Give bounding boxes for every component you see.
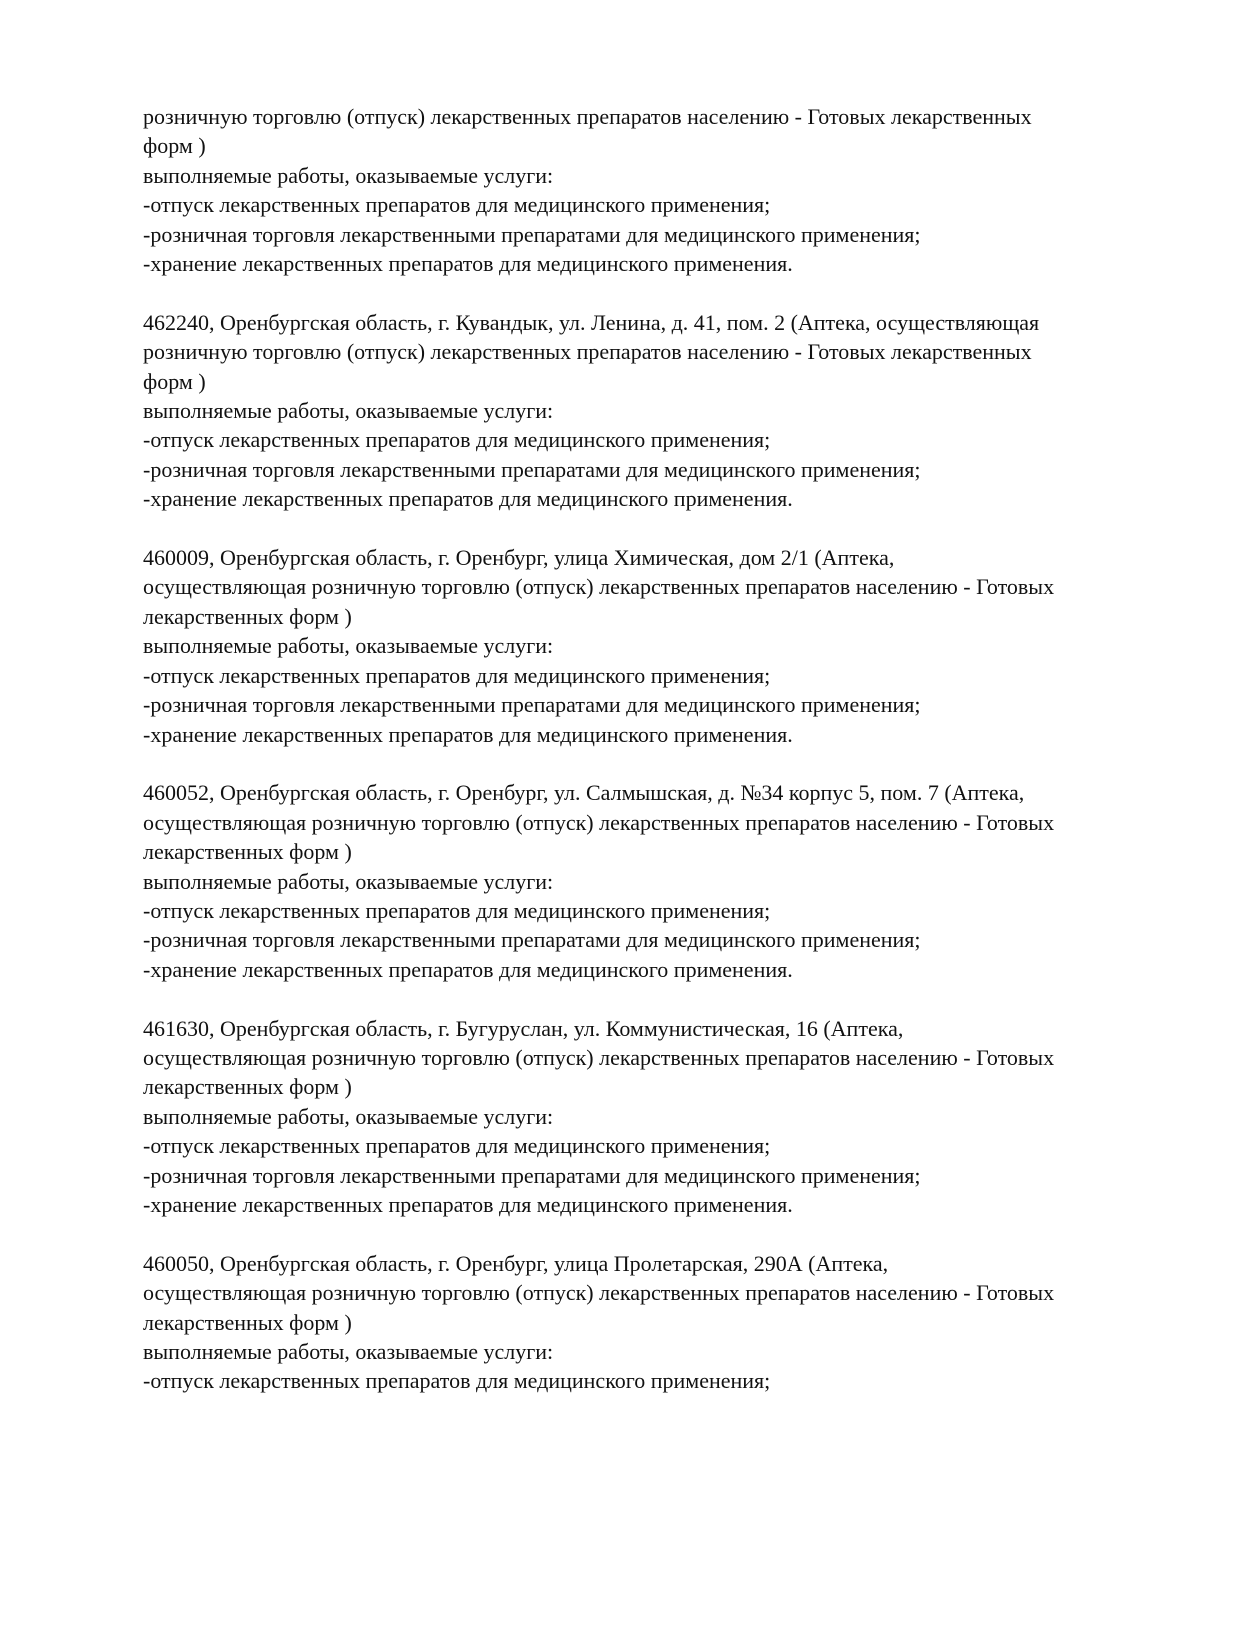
address-line: 462240, Оренбургская область, г. Кувандык, ул. Ленина, д. 41, пом. 2 (Аптека, осуществляющая [143, 309, 1040, 335]
text-line: форм ) [143, 133, 206, 159]
text-line: осуществляющая розничную торговлю (отпуск) лекарственных препаратов населению - Готовых [143, 1044, 1055, 1070]
text-line: -хранение лекарственных препаратов для медицинского применения. [143, 721, 793, 747]
text-line: выполняемые работы, оказываемые услуги: [143, 633, 554, 659]
text-line: -хранение лекарственных препаратов для медицинского применения. [143, 251, 793, 277]
text-line: -отпуск лекарственных препаратов для медицинского применения; [143, 897, 771, 923]
text-line: -отпуск лекарственных препаратов для медицинского применения; [143, 662, 771, 688]
text-line: осуществляющая розничную торговлю (отпуск) лекарственных препаратов населению - Готовых [143, 1280, 1055, 1306]
text-line: -хранение лекарственных препаратов для медицинского применения. [143, 956, 793, 982]
text-line: -отпуск лекарственных препаратов для медицинского применения; [143, 192, 771, 218]
text-line: осуществляющая розничную торговлю (отпуск) лекарственных препаратов населению - Готовых [143, 809, 1055, 835]
text-line: -отпуск лекарственных препаратов для медицинского применения; [143, 1133, 771, 1159]
address-line: 460009, Оренбургская область, г. Оренбург, улица Химическая, дом 2/1 (Аптека, [143, 545, 895, 571]
text-line: -отпуск лекарственных препаратов для медицинского применения; [143, 1368, 771, 1394]
document-page [143, 102, 1153, 1396]
paragraph-gap [143, 278, 1153, 307]
text-line: выполняемые работы, оказываемые услуги: [143, 868, 554, 894]
text-line: -хранение лекарственных препаратов для медицинского применения. [143, 1191, 793, 1217]
text-line: выполняемые работы, оказываемые услуги: [143, 1103, 554, 1129]
text-line: лекарственных форм ) [143, 1074, 352, 1100]
text-line: осуществляющая розничную торговлю (отпуск) лекарственных препаратов населению - Готовых [143, 574, 1055, 600]
text-line: выполняемые работы, оказываемые услуги: [143, 162, 554, 188]
paragraph-gap [143, 1219, 1153, 1248]
text-line: розничную торговлю (отпуск) лекарственных препаратов населению - Готовых лекарственных [143, 104, 1032, 129]
paragraph-gap [143, 984, 1153, 1013]
address-line: 460052, Оренбургская область, г. Оренбург, ул. Салмышская, д. №34 корпус 5, пом. 7 (Аптека, [143, 780, 1025, 806]
text-line: форм ) [143, 368, 206, 394]
text-line: -розничная торговля лекарственными препаратами для медицинского применения; [143, 1162, 921, 1188]
paragraph-gap [143, 749, 1153, 778]
text-line: -розничная торговля лекарственными препаратами для медицинского применения; [143, 456, 921, 482]
text-line: лекарственных форм ) [143, 839, 352, 865]
text-line: лекарственных форм ) [143, 603, 352, 629]
address-line: 461630, Оренбургская область, г. Бугуруслан, ул. Коммунистическая, 16 (Аптека, [143, 1015, 904, 1041]
paragraph-gap [143, 514, 1153, 543]
text-line: -хранение лекарственных препаратов для медицинского применения. [143, 486, 793, 512]
text-line: лекарственных форм ) [143, 1309, 352, 1335]
text-line: -розничная торговля лекарственными препаратами для медицинского применения; [143, 221, 921, 247]
text-line: выполняемые работы, оказываемые услуги: [143, 398, 554, 424]
text-line: -розничная торговля лекарственными препаратами для медицинского применения; [143, 692, 921, 718]
text-line: -отпуск лекарственных препаратов для медицинского применения; [143, 427, 771, 453]
text-line: розничную торговлю (отпуск) лекарственных препаратов населению - Готовых лекарственных [143, 339, 1032, 365]
text-line: -розничная торговля лекарственными препаратами для медицинского применения; [143, 927, 921, 953]
text-line: выполняемые работы, оказываемые услуги: [143, 1338, 554, 1364]
address-line: 460050, Оренбургская область, г. Оренбург, улица Пролетарская, 290А (Аптека, [143, 1250, 889, 1276]
